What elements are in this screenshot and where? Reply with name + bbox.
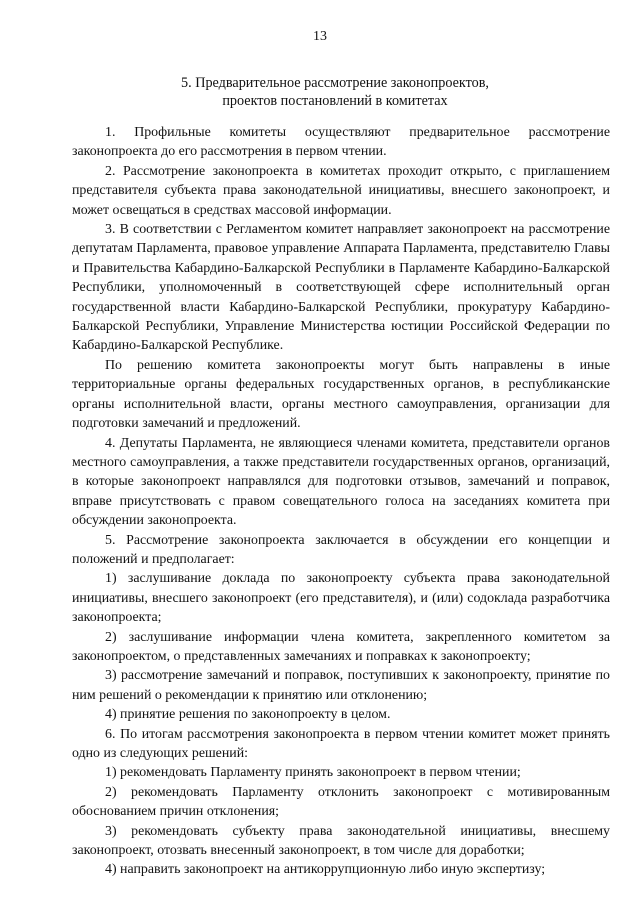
list-item: 2) заслушивание информации члена комитета, закрепленного комитетом за законопроектом, о представленных замечаниях и поправках к законопроекту; [72, 629, 610, 664]
paragraph: 1. Профильные комитеты осуществляют предварительное рассмотрение законопроекта до его рассмотрения в первом чтении. [72, 125, 610, 160]
page-number: 13 [313, 29, 327, 44]
paragraph: 6. По итогам рассмотрения законопроекта в первом чтении комитет может принять одно из следующих решений: [72, 726, 610, 761]
list-item: 1) рекомендовать Парламенту принять законопроект в первом чтении; [105, 765, 521, 781]
paragraph: 4. Депутаты Парламента, не являющиеся членами комитета, представители органов местного самоуправления, а также представители государственных органов, организаций, в которые законопроект направлялся для подготовки отзывов, замечаний и поправок, вправе присутствовать с правом совещательного голоса на заседаниях комитета при обсуждении законопроекта. [72, 435, 610, 529]
section-heading-line-1: 5. Предварительное рассмотрение законопроектов, [181, 75, 489, 91]
section-heading [60, 74, 610, 110]
paragraph: По решению комитета законопроекты могут быть направлены в иные территориальные органы федеральных государственных органов, в республиканские органы исполнительной власти, органы местного самоуправления, организации для подготовки замечаний и предложений. [72, 357, 610, 432]
list-item: 4) направить законопроект на антикоррупционную либо иную экспертизу; [105, 862, 546, 878]
paragraph: 5. Рассмотрение законопроекта заключается в обсуждении его концепции и положений и предполагает: [72, 532, 610, 567]
paragraph: 2. Рассмотрение законопроекта в комитетах проходит открыто, с приглашением представителя субъекта права законодательной инициативы, внесшего законопроект, и может освещаться в средствах массовой информации. [72, 163, 610, 218]
list-item: 2) рекомендовать Парламенту отклонить законопроект с мотивированным обоснованием причин отклонения; [72, 784, 610, 820]
list-item: 3) рассмотрение замечаний и поправок, поступивших к законопроекту, принятие по ним решений о рекомендации к принятию или отклонению; [72, 668, 610, 703]
section-heading-line-2: проектов постановлений в комитетах [222, 93, 448, 109]
list-item: 4) принятие решения по законопроекту в целом. [105, 707, 391, 723]
paragraph: 3. В соответствии с Регламентом комитет направляет законопроект на рассмотрение депутатам Парламента, правовое управление Аппарата Парламента, представителю Главы и Правительства Кабардино-Балкарской Республики в Парламенте Кабардино-Балкарской Республики, уполномоченный в соответствующей сфере исполнительный орган государственной власти Кабардино-Балкарской Республики, прокуратуру Кабардино-Балкарской Республики, Управление Министерства юстиции Российской Федерации по Кабардино-Балкарской Республике. [72, 222, 610, 354]
list-item: 3) рекомендовать субъекту права законодательной инициативы, внесшему законопроект, отозвать внесенный законопроект, в том числе для доработки; [72, 823, 610, 859]
list-item: 1) заслушивание доклада по законопроекту субъекта права законодательной инициативы, внесшего законопроект (его представителя), и (или) содоклада разработчика законопроекта; [72, 571, 610, 626]
body-text [72, 123, 610, 880]
